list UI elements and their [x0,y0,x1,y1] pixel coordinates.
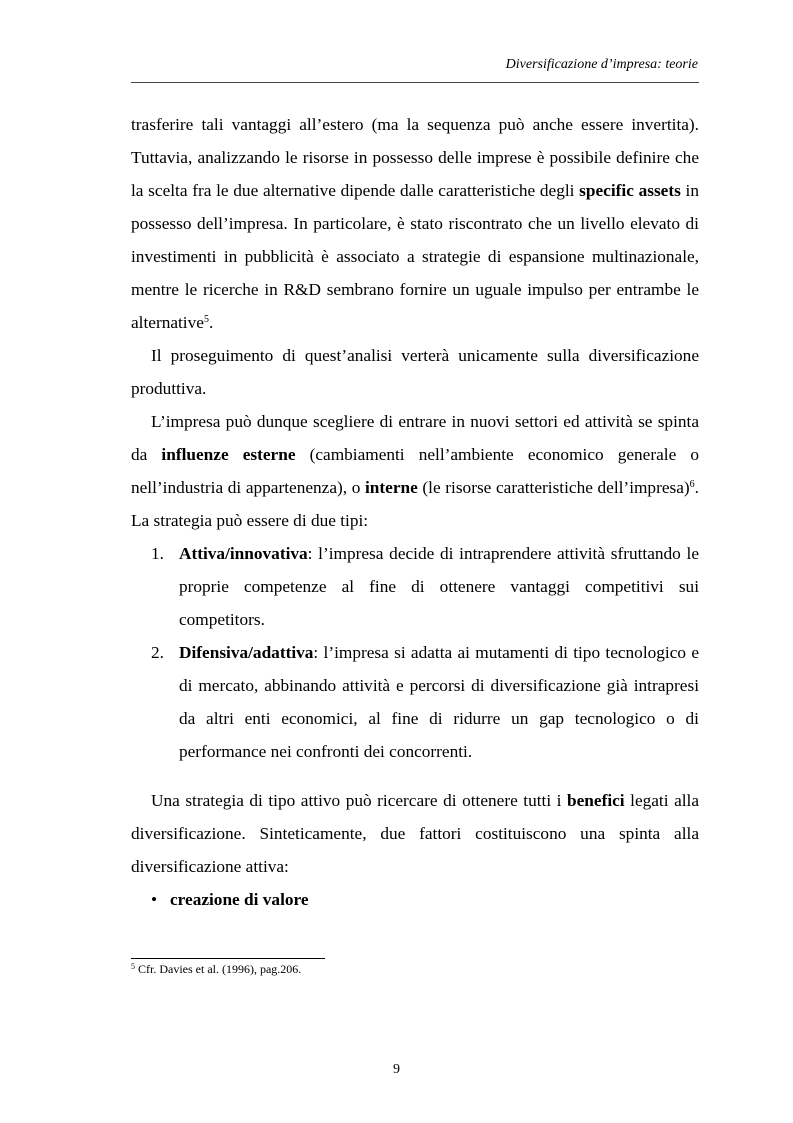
list-number: 1. [151,544,164,563]
bullet-text: creazione di valore [170,890,309,909]
list-number: 2. [151,643,164,662]
running-header: Diversificazione d’impresa: teorie [505,57,698,72]
bold-term: influenze esterne [161,445,296,464]
footnote-number: 5 [131,962,135,971]
footnote-rule [131,958,325,959]
text-run: L’impresa può dunque scegliere di entrare in nuovi settori ed attività se spinta da [131,412,699,464]
paragraph-2: Il proseguimento di quest’analisi verterà unicamente sulla diversificazione produttiva. [131,346,699,398]
text-run: . La strategia può essere di due tipi: [131,478,699,530]
strategy-list [131,537,699,768]
footnote-text: Cfr. Davies et al. (1996), pag.206. [135,962,302,976]
bold-term: Difensiva/adattiva [179,643,314,662]
bold-term: benefici [567,791,625,810]
paragraph-4 [131,784,699,883]
list-text: : l’impresa decide di intraprendere attività sfruttando le proprie competenze al fine di ottenere vantaggi competitivi sui competitors. [179,544,699,629]
text-run: (cambiamenti nell’ambiente economico generale o nell’industria di appartenenza), o [131,445,699,497]
footnote-ref: 5 [203,314,209,325]
text-run: trasferire tali vantaggi all’estero (ma la sequenza può anche essere invertita). Tuttavia, analizzando le risorse in possesso delle imprese è possibile definire che la scelta fra le due alternative dipende dalle caratteristiche degli [131,115,699,200]
bold-term: Attiva/innovativa [179,544,308,563]
bold-term: interne [364,478,418,497]
bold-term: specific assets [579,181,681,200]
list-item [131,636,699,768]
bullet-icon: • [151,890,158,909]
body-text [131,108,699,916]
page-number: 9 [393,1062,400,1077]
text-run: in possesso dell’impresa. In particolare, è stato riscontrato che un livello elevato di investimenti in pubblicità è associato a strategie di espansione multinazionale, mentre le ricerche in R&D sembrano fornire un uguale impulso per entrambe le alternative [131,181,699,332]
list-text: : l’impresa si adatta ai mutamenti di tipo tecnologico e di mercato, abbinando attività e percorsi di diversificazione già intrapresi da altri enti economici, al fine di ridurre un gap tecnologico o di performance nei confronti dei concorrenti. [179,643,699,761]
footnote-ref: 6 [689,479,695,490]
list-item [131,537,699,636]
text-run: Una strategia di tipo attivo può ricercare di ottenere tutti i [151,791,568,810]
text-run: legati alla diversificazione. Sinteticamente, due fattori costituiscono una spinta alla diversificazione attiva: [131,791,700,876]
text-run: (le risorse caratteristiche dell’impresa) [417,478,690,497]
paragraph-3 [131,405,699,537]
header-rule [131,82,699,83]
footnote [131,962,301,977]
bullet-item [131,883,699,916]
paragraph-1 [131,108,699,339]
text-run: . [208,313,214,332]
